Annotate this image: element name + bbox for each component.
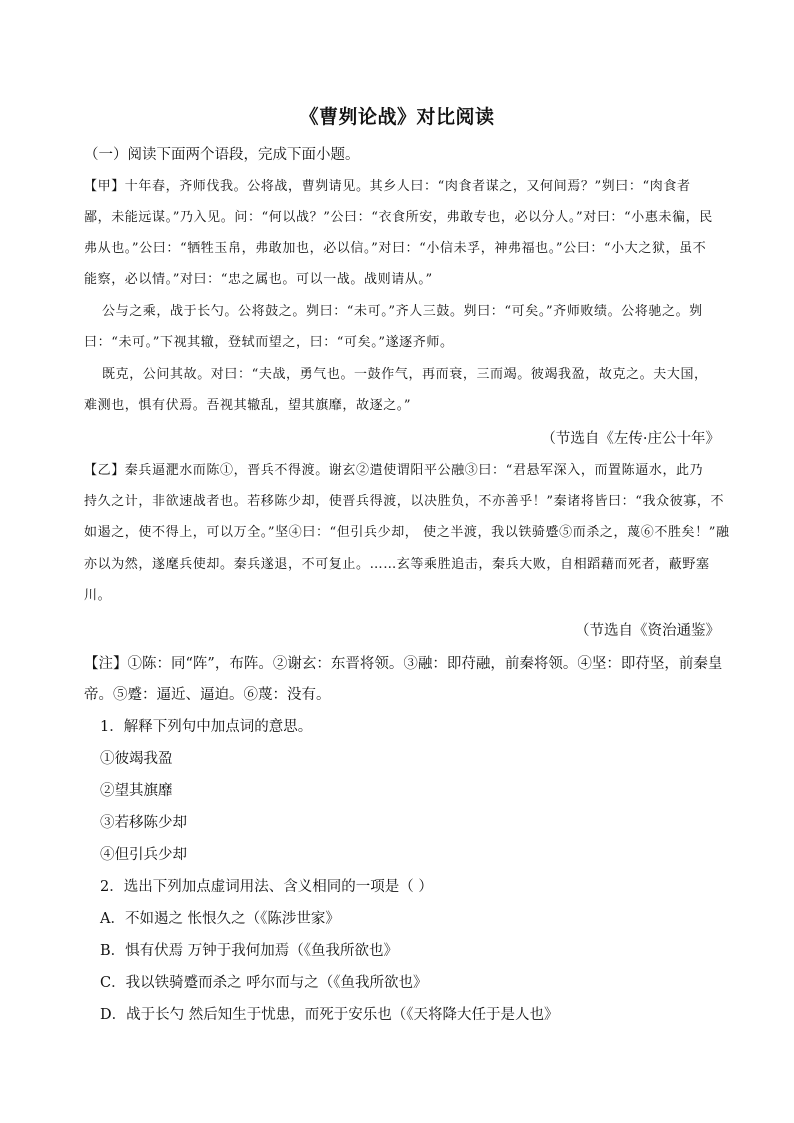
notes-line-1: 【注】①陈：同“阵”，布阵。②谢玄：东晋将领。③融：即苻融，前秦将领。④坚：即苻坚，前秦皇 — [84, 656, 723, 672]
yi-line-3: 如遏之，使不得上，可以万全。”坚④曰：“但引兵少却， 使之半渡，我以铁骑蹙⑤而杀之，蔑⑥不胜矣！”融 — [84, 525, 730, 540]
jia-line-5: 公与之乘，战于长勺。公将鼓之。刿曰：“未可。”齐人三鼓。刿曰：“可矣。”齐师败绩。公将驰之。刿 — [102, 304, 703, 319]
page-title: 《曹刿论战》对比阅读 — [299, 106, 495, 128]
jia-line-2: 鄙，未能远谋。”乃入见。问：“何以战？”公曰：“衣食所安，弗敢专也，必以分人。”对曰：“小惠未徧，民 — [84, 210, 713, 225]
jia-line-6: 曰：“未可。”下视其辙，登轼而望之，曰：“可矣。”遂逐齐师。 — [84, 335, 454, 350]
jia-line-8: 难测也，惧有伏焉。吾视其辙乱，望其旗靡，故逐之。” — [84, 398, 412, 413]
question-1-item-3: ③若移陈少却 — [100, 815, 187, 831]
question-1-item-1: ①彼竭我盈 — [100, 751, 173, 767]
jia-line-7: 既克，公问其故。对曰：“夫战，勇气也。一鼓作气，再而衰，三而竭。彼竭我盈，故克之。夫大国， — [102, 367, 708, 382]
yi-source: （节选自《资治通鉴》 — [575, 623, 720, 639]
question-1-item-4: ④但引兵少却 — [100, 847, 187, 863]
yi-line-5: 川。 — [84, 588, 112, 603]
question-1-item-2: ②望其旗靡 — [100, 783, 173, 799]
yi-line-2: 持久之计，非欲速战者也。若移陈少却，使晋兵得渡，以决胜负，不亦善乎！”秦诸将皆曰：“我众彼寡，不 — [84, 494, 725, 509]
notes-line-2: 帝。⑤蹙：逼近、逼迫。⑥蔑：没有。 — [84, 687, 331, 703]
jia-line-4: 能察，必以情。”对曰：“忠之属也。可以一战。战则请从。” — [84, 272, 433, 287]
jia-line-1: 【甲】十年春，齐师伐我。公将战，曹刿请见。其乡人曰：“肉食者谋之，又何间焉？”刿曰：“肉食者 — [84, 179, 691, 194]
question-2-option-a: A．不如遏之 怅恨久之（《陈涉世家》 — [100, 911, 340, 927]
yi-line-1: 【乙】秦兵逼淝水而陈①，晋兵不得渡。谢玄②遣使谓阳平公融③曰：“君悬军深入，而置陈逼水，此乃 — [84, 463, 704, 478]
question-2-option-b: B．惧有伏焉 万钟于我何加焉（《鱼我所欲也》 — [100, 943, 399, 959]
jia-line-3: 弗从也。”公曰：“牺牲玉帛，弗敢加也，必以信。”对曰：“小信未孚，神弗福也。”公曰：“小大之狱，虽不 — [84, 241, 707, 256]
question-1: 1．解释下列句中加点词的意思。 — [100, 719, 313, 735]
instruction: （一）阅读下面两个语段，完成下面小题。 — [84, 147, 360, 163]
question-2: 2．选出下列加点虚词用法、含义相同的一项是（ ） — [100, 879, 433, 895]
question-2-option-d: D．战于长勺 然后知生于忧患，而死于安乐也（《天将降大任于是人也》 — [100, 1007, 559, 1023]
yi-line-4: 亦以为然，遂麾兵使却。秦兵遂退，不可复止。……玄等乘胜追击，秦兵大败，自相蹈藉而死者，蔽野塞 — [84, 557, 710, 572]
question-2-option-c: C．我以铁骑蹙而杀之 呼尔而与之（《鱼我所欲也》 — [100, 975, 428, 991]
jia-source: （节选自《左传·庄公十年》 — [541, 431, 720, 447]
